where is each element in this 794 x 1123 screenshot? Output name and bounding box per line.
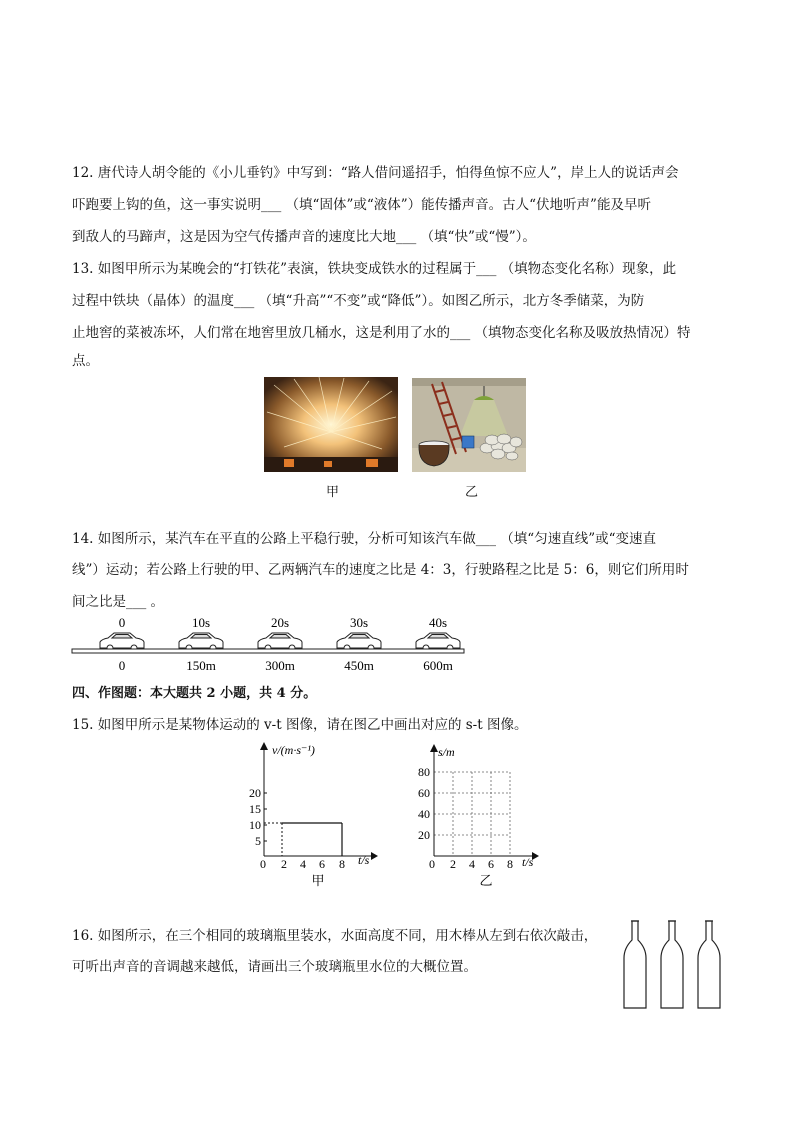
time-label: 20s xyxy=(270,615,290,630)
car-icon xyxy=(416,633,460,651)
glass-bottles xyxy=(622,918,726,1014)
graph-caption: 甲 xyxy=(311,873,325,888)
car-icon xyxy=(258,633,302,651)
q15-line: 15. 如图甲所示是某物体运动的 v-t 图像，请在图乙中画出对应的 s-t 图像。 xyxy=(72,717,528,733)
q16-line2: 可听出声音的音调越来越低，请画出三个玻璃瓶里水位的大概位置。 xyxy=(72,959,477,975)
x-tick-label: 6 xyxy=(488,857,494,871)
time-label: 30s xyxy=(349,615,369,630)
car-icon xyxy=(100,633,144,651)
distance-label: 0 xyxy=(118,658,126,673)
distance-label: 150m xyxy=(186,658,216,673)
x-tick-label: 4 xyxy=(469,857,475,871)
road-diagram xyxy=(70,612,470,678)
y-tick-label: 15 xyxy=(249,802,261,816)
x-tick-label: 2 xyxy=(281,857,287,871)
section-title: 四、作图题：本大题共 2 小题，共 4 分。 xyxy=(72,686,317,701)
q16-line1: 16. 如图所示，在三个相同的玻璃瓶里装水，水面高度不同，用木棒从左到右依次敲击， xyxy=(72,928,598,944)
bottle-middle xyxy=(661,921,683,1008)
q12-line1: 12. 唐代诗人胡令能的《小儿垂钓》中写到：“路人借问遥招手，怕得鱼惊不应人”，岸上人的说话声会 xyxy=(72,165,679,181)
q14-line2: 线”）运动；若公路上行驶的甲、乙两辆汽车的速度之比是 4：3，行驶路程之比是 5：6，则它们所用时 xyxy=(72,562,689,578)
y-tick-label: 80 xyxy=(418,765,430,779)
bottle-right xyxy=(698,921,720,1008)
figure-caption-yi: 乙 xyxy=(465,485,479,500)
y-tick-label: 5 xyxy=(255,834,261,848)
iron-flower-photo xyxy=(264,377,398,472)
bottle-left xyxy=(624,921,646,1008)
x-tick-label: 6 xyxy=(319,857,325,871)
t-axis-label: t/s xyxy=(358,853,370,867)
st-graph xyxy=(414,740,554,890)
distance-label: 300m xyxy=(265,658,295,673)
x-tick-label: 8 xyxy=(507,857,513,871)
q13-line2: 过程中铁块（晶体）的温度___ （填“升高”“不变”或“降低”）。如图乙所示，北方冬季储菜，为防 xyxy=(72,293,645,309)
v-axis-label: v/(m·s⁻¹) xyxy=(272,743,315,757)
q12-line3: 到敌人的马蹄声，这是因为空气传播声音的速度比大地___ （填“快”或“慢”）。 xyxy=(72,229,536,245)
y-tick-label: 10 xyxy=(249,818,261,832)
y-tick-label: 40 xyxy=(418,807,430,821)
t-axis-label: t/s xyxy=(522,855,534,869)
q13-line1: 13. 如图甲所示为某晚会的“打铁花”表演，铁块变成铁水的过程属于___ （填物态变化名称）现象，此 xyxy=(72,261,677,277)
x-tick-label: 8 xyxy=(339,857,345,871)
y-tick-label: 20 xyxy=(418,828,430,842)
x-tick-label: 0 xyxy=(260,857,266,871)
time-label: 10s xyxy=(191,615,211,630)
distance-label: 450m xyxy=(344,658,374,673)
s-axis-label: s/m xyxy=(438,745,455,759)
x-tick-label: 0 xyxy=(429,857,435,871)
q14-line3: 间之比是___ 。 xyxy=(72,594,165,610)
y-tick-label: 20 xyxy=(249,786,261,800)
q13-line4: 点。 xyxy=(72,353,99,369)
y-tick-label: 60 xyxy=(418,786,430,800)
x-tick-label: 4 xyxy=(300,857,306,871)
distance-label: 600m xyxy=(423,658,453,673)
car-icon xyxy=(179,633,223,651)
time-label: 40s xyxy=(428,615,448,630)
car-icon xyxy=(337,633,381,651)
x-tick-label: 2 xyxy=(450,857,456,871)
q12-line2: 吓跑要上钩的鱼，这一事实说明___ （填“固体”或“液体”）能传播声音。古人“伏地听声”能及早听 xyxy=(72,197,651,213)
graph-caption: 乙 xyxy=(479,873,493,888)
time-label: 0 xyxy=(118,615,126,630)
q14-line1: 14. 如图所示，某汽车在平直的公路上平稳行驶，分析可知该汽车做___ （填“匀速直线”或“变速直 xyxy=(72,531,657,547)
cellar-illustration xyxy=(412,378,526,472)
vt-graph xyxy=(246,740,386,890)
figure-caption-jia: 甲 xyxy=(326,485,340,500)
q13-line3: 止地窖的菜被冻坏，人们常在地窖里放几桶水，这是利用了水的___ （填物态变化名称及吸放热情况）特 xyxy=(72,325,691,341)
